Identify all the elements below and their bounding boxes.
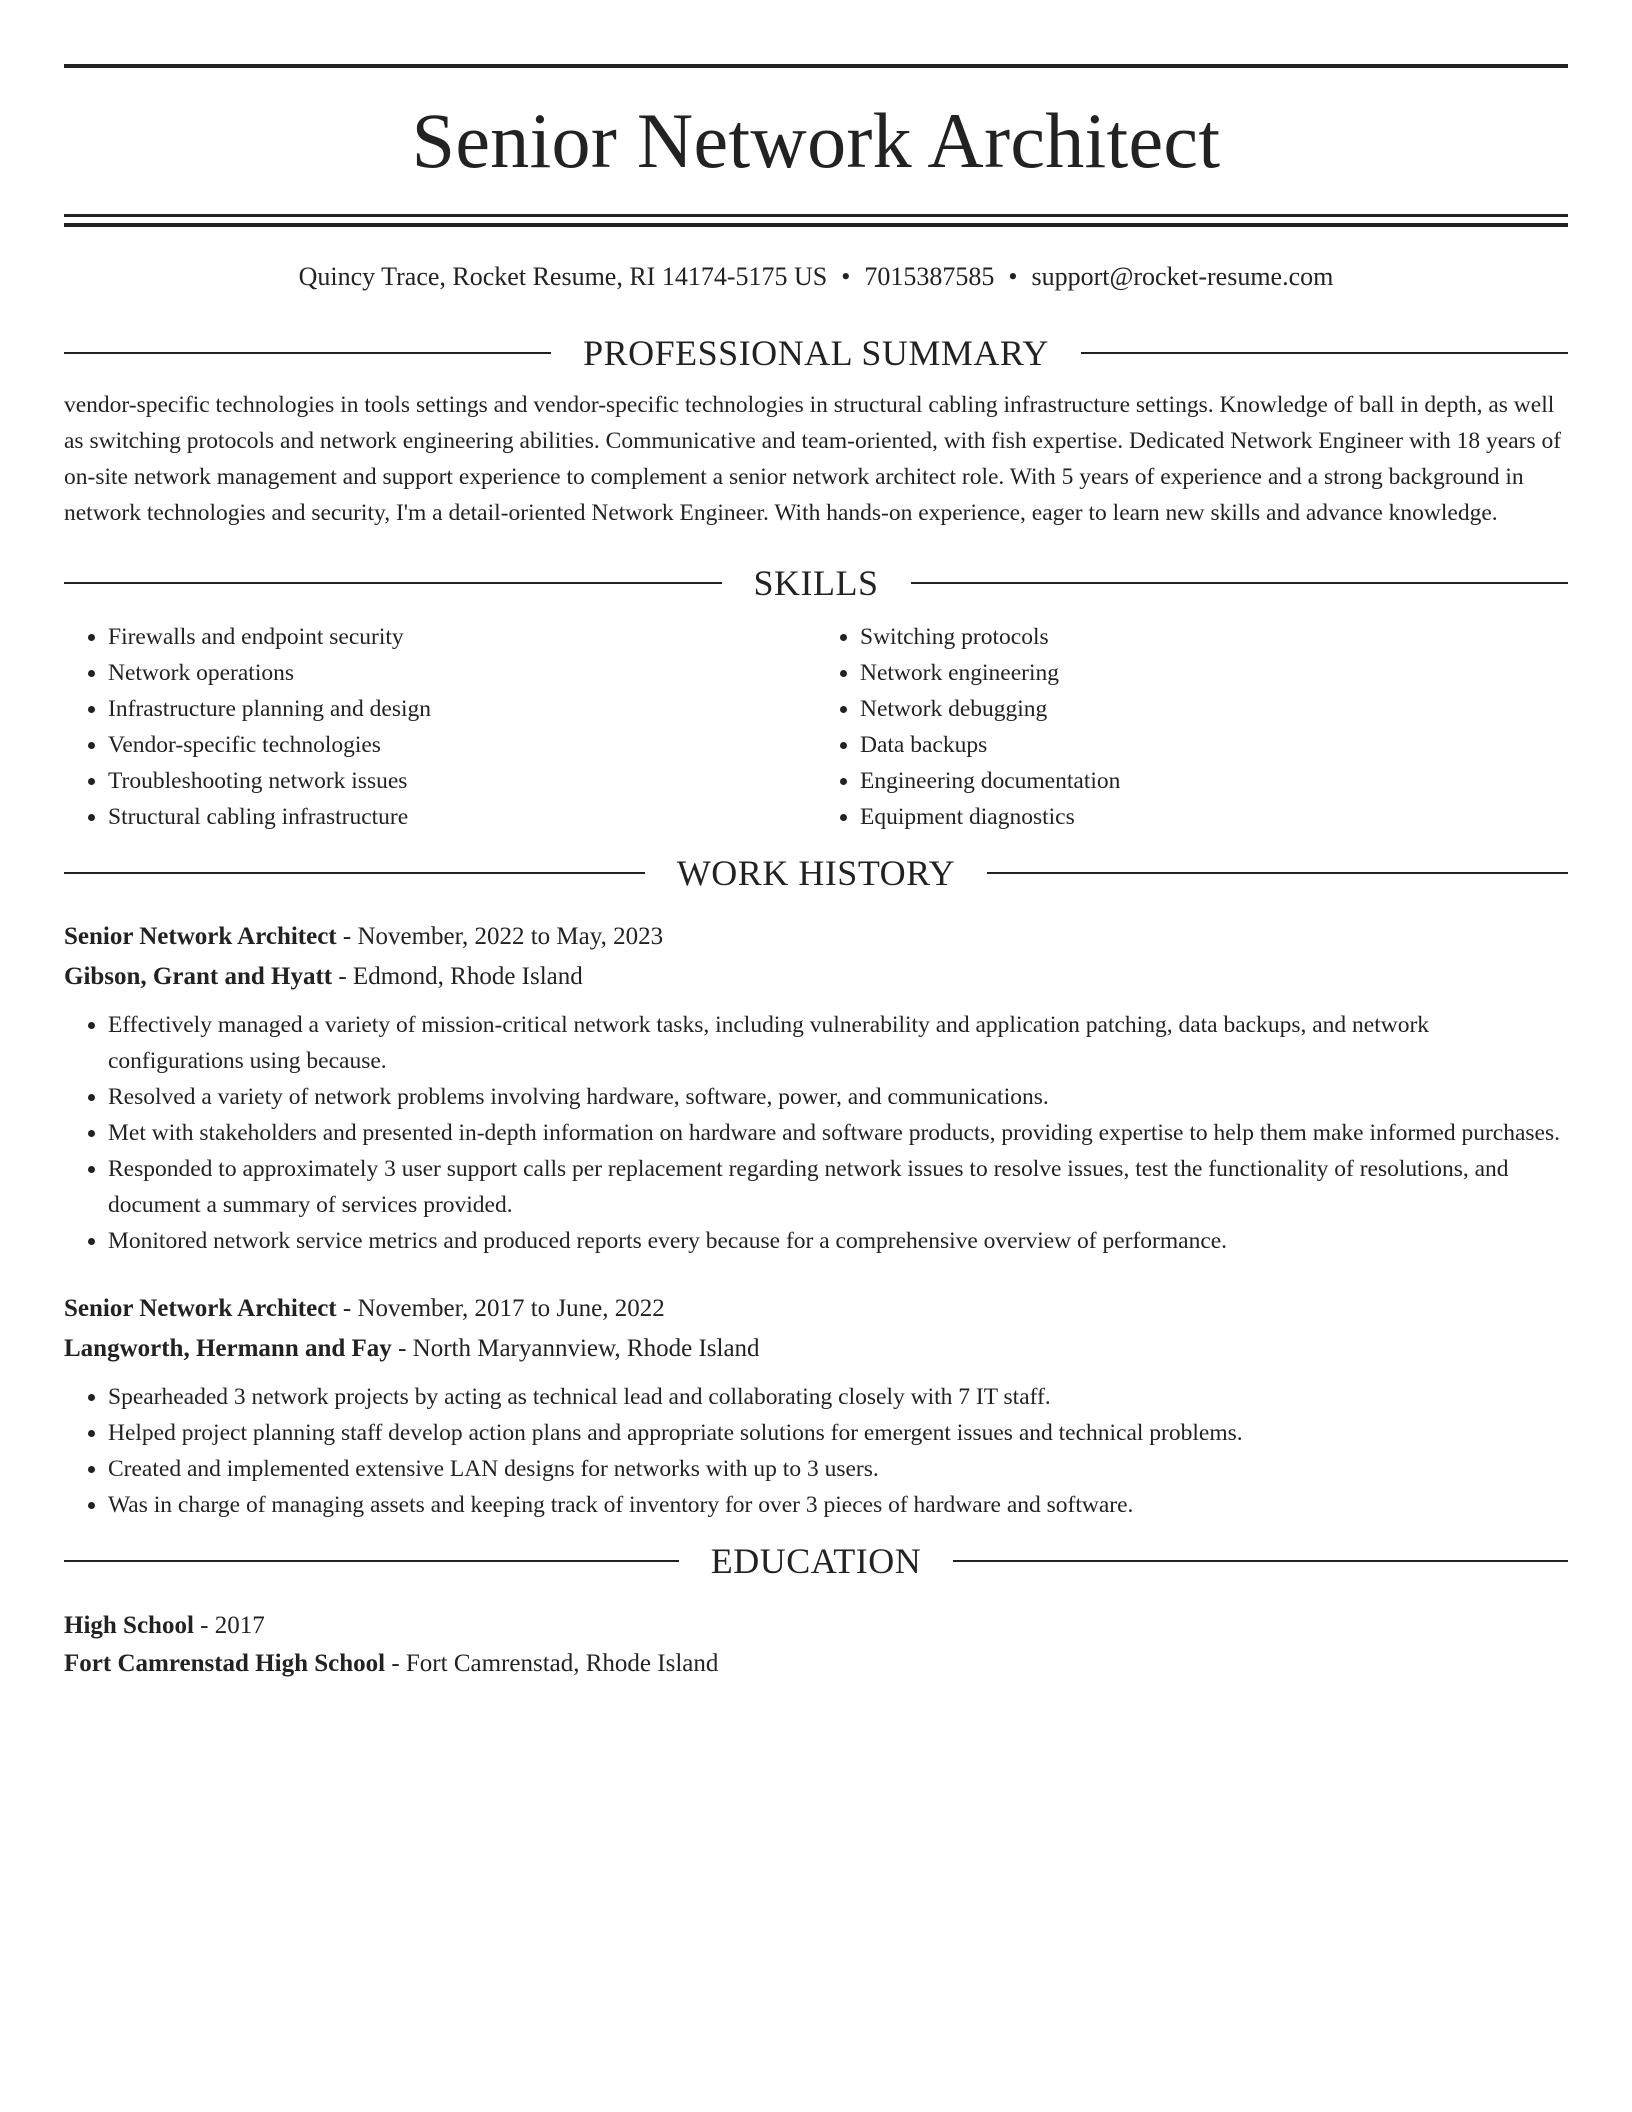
skill-item: • Switching protocols <box>860 619 1568 655</box>
heading-rule-left <box>64 1560 679 1562</box>
job-bullet: • Spearheaded 3 network projects by acting as technical lead and collaborating closely with 7 IT staff. <box>108 1379 1568 1415</box>
title-rule <box>64 214 1568 217</box>
job-dates: - November, 2022 to May, 2023 <box>336 923 664 950</box>
job-location: - North Maryannview, Rhode Island <box>391 1335 760 1362</box>
resume-page <box>64 64 1568 1683</box>
education-heading-label: EDUCATION <box>710 1541 922 1581</box>
skill-item: • Data backups <box>860 727 1568 763</box>
job-location: - Edmond, Rhode Island <box>332 963 583 990</box>
skill-item: • Troubleshooting network issues <box>108 763 816 799</box>
work-heading-label: WORK HISTORY <box>676 853 956 893</box>
summary-heading-label: PROFESSIONAL SUMMARY <box>583 333 1049 373</box>
skill-item: • Network debugging <box>860 691 1568 727</box>
heading-rule-left <box>64 872 645 874</box>
job-title: Senior Network Architect <box>64 1295 337 1322</box>
job-bullet: • Effectively managed a variety of mission-critical network tasks, including vulnerability and application patching, data backups, and network configurations using because. <box>108 1007 1568 1079</box>
heading-rule-right <box>1081 352 1568 354</box>
job-bullet: • Resolved a variety of network problems involving hardware, software, power, and communications. <box>108 1079 1568 1115</box>
education-degree: High School <box>64 1612 194 1639</box>
job-bullets <box>64 1007 1568 1259</box>
heading-rule-left <box>64 352 551 354</box>
top-rule <box>64 64 1568 68</box>
summary-text: vendor-specific technologies in tools settings and vendor-specific technologies in structural cabling infrastructure settings. Knowledge of ball in depth, as well as switching protocols and network engineering abilities. Communicative and team-oriented, with fish expertise. Dedicated Network Engineer with 18 years of on-site network management and support experience to complement a senior network architect role. With 5 years of experience and a strong background in network technologies and security, I'm a detail-oriented Network Engineer. With hands-on experience, eager to learn new skills and advance knowledge. <box>64 392 1562 526</box>
summary-heading <box>64 331 1568 375</box>
job-bullet: • Was in charge of managing assets and keeping track of inventory for over 3 pieces of hardware and software. <box>108 1487 1568 1523</box>
job-dates: - November, 2017 to June, 2022 <box>336 1295 665 1322</box>
contact-separator: • <box>841 262 851 291</box>
heading-rule-left <box>64 582 722 584</box>
skills-list <box>64 619 1568 835</box>
job-bullets <box>64 1379 1568 1523</box>
job-title: Senior Network Architect <box>64 923 337 950</box>
education-location: - Fort Camrenstad, Rhode Island <box>385 1650 719 1677</box>
skill-item: • Structural cabling infrastructure <box>108 799 816 835</box>
skill-item: • Equipment diagnostics <box>860 799 1568 835</box>
contact-phone: 7015387585 <box>864 262 995 291</box>
skills-heading-label: SKILLS <box>753 563 879 603</box>
job-entry <box>64 917 1568 1259</box>
page-title: Senior Network Architect <box>411 97 1221 184</box>
job-company: Langworth, Hermann and Fay <box>64 1335 392 1362</box>
education-entry <box>64 1607 1568 1683</box>
job-bullet: • Met with stakeholders and presented in-depth information on hardware and software products, providing expertise to help them make informed purchases. <box>108 1115 1568 1151</box>
job-title-line <box>64 917 1568 957</box>
job-bullet: • Monitored network service metrics and produced reports every because for a comprehensive overview of performance. <box>108 1223 1568 1259</box>
heading-rule-right <box>953 1560 1568 1562</box>
job-company-line <box>64 1329 1568 1369</box>
education-degree-line <box>64 1607 1568 1645</box>
skill-item: • Network engineering <box>860 655 1568 691</box>
education-school: Fort Camrenstad High School <box>64 1650 386 1677</box>
skill-item: • Infrastructure planning and design <box>108 691 816 727</box>
heading-rule-right <box>987 872 1568 874</box>
skill-item: • Firewalls and endpoint security <box>108 619 816 655</box>
contact-address: Quincy Trace, Rocket Resume, RI 14174-5175 US <box>298 262 828 291</box>
contact-email[interactable]: support@rocket-resume.com <box>1031 262 1334 291</box>
job-company: Gibson, Grant and Hyatt <box>64 963 333 990</box>
education-year: - 2017 <box>193 1612 265 1639</box>
education-heading <box>64 1539 1568 1583</box>
title-rule-2 <box>64 223 1568 227</box>
work-heading <box>64 851 1568 895</box>
skill-item: • Vendor-specific technologies <box>108 727 816 763</box>
heading-rule-right <box>911 582 1569 584</box>
job-title-line <box>64 1289 1568 1329</box>
skill-item: • Engineering documentation <box>860 763 1568 799</box>
contact-separator: • <box>1008 262 1018 291</box>
contact-line <box>64 259 1568 295</box>
job-bullet: • Responded to approximately 3 user support calls per replacement regarding network issues to resolve issues, test the functionality of resolutions, and document a summary of services provided. <box>108 1151 1568 1223</box>
skill-item: • Network operations <box>108 655 816 691</box>
skills-column-left <box>64 619 816 835</box>
job-entry <box>64 1289 1568 1523</box>
job-bullet: • Helped project planning staff develop action plans and appropriate solutions for emergent issues and technical problems. <box>108 1415 1568 1451</box>
skills-column-right <box>816 619 1568 835</box>
skills-heading <box>64 561 1568 605</box>
job-bullet: • Created and implemented extensive LAN designs for networks with up to 3 users. <box>108 1451 1568 1487</box>
job-company-line <box>64 957 1568 997</box>
education-school-line <box>64 1645 1568 1683</box>
